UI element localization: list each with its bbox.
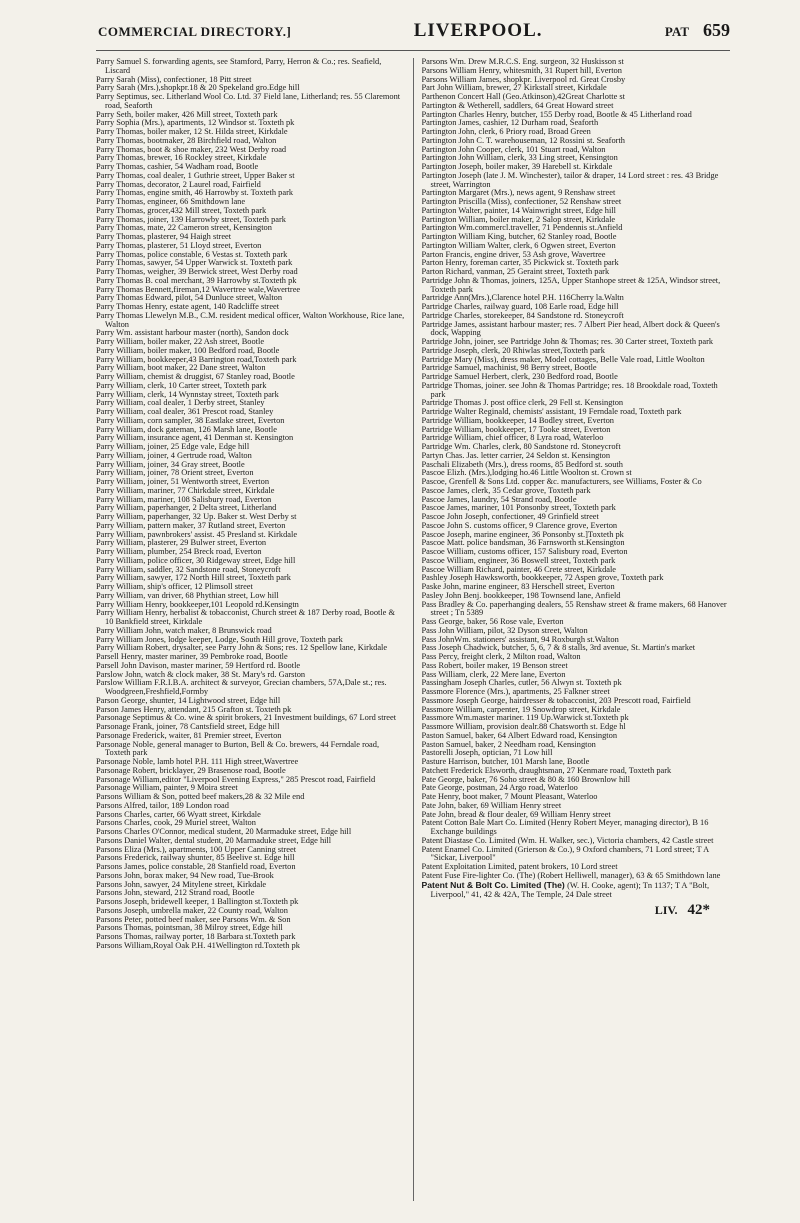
list-item: Parry William John, watch maker, 8 Brunswick road (96, 625, 272, 635)
list-item: Paschali Elizabeth (Mrs.), dress rooms, 85 Bedford st. south (421, 459, 623, 469)
list-item: Parry Thomas, boot & shoe maker, 232 West Derby road (96, 144, 287, 154)
list-item: Patent Cotton Bale Mart Co. Limited (Henry Robert Meyer, managing director), B 16 Exchange buildings (421, 818, 709, 836)
list-item: Pate John, baker, 69 William Henry street (421, 800, 562, 810)
list-item: Parslow William F.R.I.B.A. architect & surveyor, Grecian chambers, 57A,Dale st.; res. Woodgreen,Freshfield,Formby (96, 678, 387, 696)
list-item: Parry Thomas, police constable, 6 Vestas st. Toxteth park (96, 249, 288, 259)
list-item: Passmore Florence (Mrs.), apartments, 25 Falkner street (421, 687, 610, 696)
list-item: Parry William, police officer, 30 Ridgeway street, Edge hill (96, 555, 296, 565)
list-item: Parry William, paperhanger, 2 Delta street, Litherland (96, 503, 277, 513)
list-item: Parsons Peter, potted beef maker, see Parsons Wm. & Son (96, 914, 291, 924)
list-item: Parton Richard, vanman, 25 Geraint street, Toxteth park (421, 267, 610, 276)
list-item: Parsons John, sawyer, 24 Mitylene street, Kirkdale (96, 879, 267, 889)
list-item: Partridge Thomas, joiner. see John & Thomas Partridge; res. 18 Brookdale road, Toxteth park (421, 380, 718, 399)
left-column (96, 58, 405, 1201)
list-item: Parry William, pattern maker, 37 Rutland street, Everton (96, 520, 286, 530)
list-item: Parry Samuel S. forwarding agents, see Stamford, Parry, Herron & Co.; res. Seafield, Liscard (96, 58, 382, 75)
list-item: Parry William, mariner, 108 Salisbury road, Everton (96, 494, 272, 504)
list-item: Pass John William, pilot, 32 Dyson street, Walton (421, 625, 588, 635)
signature-mark (422, 902, 731, 919)
list-item: Patent Diastase Co. Limited (Wm. H. Walker, sec.), Victoria chambers, 42 Castle street (421, 835, 714, 845)
list-item: Parry Thomas, engineer, 66 Smithdown lane (96, 197, 246, 206)
list-item: Partridge William, bookkeeper, 14 Bodley street, Everton (421, 415, 614, 425)
list-item: Parry Thomas, grocer,432 Mill street, Toxteth park (96, 205, 267, 215)
list-item: Pate John, bread & flour dealer, 69 William Henry street (421, 809, 611, 819)
list-item: Parsonage Frank, joiner, 78 Cantsfield street, Edge hill (96, 722, 280, 731)
list-item: Pass JohnWm. stationers' assistant, 94 Roxburgh st.Walton (421, 634, 619, 644)
list-item: Parry William, mariner, 77 Chirkdale street, Kirkdale (96, 485, 275, 495)
list-item: Partridge Charles, railway guard, 108 Earle road, Edge hill (421, 302, 619, 311)
list-item: Parry William, coal dealer, 361 Prescot road, Stanley (96, 407, 274, 416)
list-item: Pass Robert, boiler maker, 19 Benson street (421, 660, 568, 670)
list-item: Parsons Daniel Walter, dental student, 20 Marmaduke street, Edge hill (96, 835, 332, 845)
list-item: Partridge Thomas J. post office clerk, 29 Fell st. Kensington (421, 398, 624, 408)
listing-columns (96, 58, 730, 1201)
list-item: Parry Thomas Henry, estate agent, 140 Radcliffe street (96, 302, 280, 311)
list-item: Parsons John, borax maker, 94 New road, Tue-Brook (96, 870, 274, 880)
list-item: Parry Sophia (Mrs.), apartments, 12 Windsor st. Toxteth pk (96, 118, 295, 128)
list-item: Parry William, pawnbrokers' assist. 45 Presland st. Kirkdale (96, 529, 298, 539)
list-item: Pass Percy, freight clerk, 2 Milton road, Walton (421, 652, 581, 661)
header-section-title: COMMERCIAL DIRECTORY.] (98, 24, 292, 39)
list-item: Parry Sarah (Miss), confectioner, 18 Pitt street (96, 74, 252, 84)
list-item: Parsonage Septimus & Co. wine & spirit brokers, 21 Investment buildings, 67 Lord street (96, 713, 397, 723)
list-item: Partridge Ann(Mrs.),Clarence hotel P.H. 116Cherry la.Waltn (421, 293, 624, 303)
list-item: Partridge Walter Reginald, chemists' assistant, 19 Ferndale road, Toxteth park (421, 407, 682, 416)
page-header (98, 20, 730, 48)
list-item: Parsons James, police constable, 28 Stanfield road, Everton (96, 862, 296, 871)
list-item: Parsons Joseph, bridewell keeper, 1 Ballington st.Toxteth pk (96, 897, 299, 906)
list-item: Parry William Henry, herbalist & tobacconist, Church street & 187 Derby road, Bootle & 10 Bankfield street, Kirkdale (96, 608, 395, 626)
bold-entry-detail: (W. H. Cooke, agent); Tn 1137; T A "Bolt, Liverpool," 41, 42 & 42A, The Temple, 24 Dale street (430, 880, 710, 900)
list-item: Pasture Harrison, butcher, 101 Marsh lane, Bootle (421, 757, 590, 766)
list-item: Passmore Joseph George, hairdresser & tobacconist, 203 Prescott road, Fairfield (421, 695, 691, 705)
header-rule (96, 50, 730, 51)
list-item: Parsons William & Son, potted beef makers,28 & 32 Mile end (96, 792, 305, 801)
list-item: Parsons William Henry, whitesmith, 31 Rupert hill, Everton (421, 65, 622, 75)
list-item: Parry William, bookkeeper,43 Barrington road,Toxteth park (96, 354, 297, 364)
list-item: Parry Thomas, plasterer, 51 Lloyd street, Everton (96, 240, 262, 250)
list-item: Parry William, saddler, 32 Sandstone road, Stoneycroft (96, 564, 281, 574)
list-item: Parry William, van driver, 68 Phythian street, Low hill (96, 590, 279, 600)
list-item: Parry Thomas, mate, 22 Cameron street, Kensington (96, 223, 272, 233)
list-item: Pascoe James, mariner, 101 Ponsonby street, Toxteth park (421, 503, 616, 513)
list-item: Pass Joseph Chadwick, butcher, 5, 6, 7 & 8 stalls, 3rd avenue, St. Martin's market (421, 643, 696, 653)
list-item: Pascoe William, engineer, 36 Boswell street, Toxteth park (421, 555, 616, 565)
list-item: Parry Seth, boiler maker, 426 Mill street, Toxteth park (96, 109, 278, 119)
list-item: Patent Exploitation Limited, patent brokers, 10 Lord street (421, 862, 618, 871)
list-item: Parry Thomas, decorator, 2 Laurel road, Fairfield (96, 179, 261, 189)
list-item: Parry William, boot maker, 22 Dane street, Walton (96, 363, 266, 373)
list-item: Passmore Wm.master mariner. 119 Up.Warwick st.Toxteth pk (421, 713, 629, 723)
list-item: Parry Thomas, brewer, 16 Rockley street, Kirkdale (96, 153, 267, 163)
list-item: Parslow John, watch & clock maker, 38 St. Mary's rd. Garston (96, 669, 306, 679)
list-item: Passmore William, provision dealr.88 Chatsworth st. Edge hl (421, 722, 626, 731)
list-item: Partridge Samuel, machinist, 98 Berry street, Bootle (421, 363, 597, 373)
list-item: Paston Samuel, baker, 64 Albert Edward road, Kensington (421, 730, 618, 740)
list-item: Parry William, clerk, 14 Wynnstay street, Toxteth park (96, 389, 279, 399)
list-item: Partridge Charles, storekeeper, 84 Sandstone rd. Stoneycroft (421, 310, 624, 320)
list-item: Parry William, chemist & druggist, 67 Stanley road, Bootle (96, 372, 295, 381)
list-item: Parry William, paperhanger, 32 Up. Baker st. West Derby st (96, 512, 297, 521)
list-item: Parry Thomas, boiler maker, 12 St. Hilda street, Kirkdale (96, 127, 288, 136)
list-item: Parry William, sawyer, 172 North Hill street, Toxteth park (96, 573, 291, 583)
list-item: Parsons Thomas, railway porter, 18 Barbara st.Toxteth park (96, 932, 296, 941)
list-item: Partridge Mary (Miss), dress maker, Model cottages, Belle Vale road, Little Woolton (421, 354, 705, 364)
list-item: Parsons Joseph, umbrella maker, 22 County road, Walton (96, 905, 288, 915)
list-item: Partridge William, chief officer, 8 Lyra road, Waterloo (421, 433, 604, 443)
list-item: Parsons Thomas, pointsman, 38 Milroy street, Edge hill (96, 923, 283, 933)
list-item: Parsons Charles, carter, 66 Wyatt street, Kirkdale (96, 809, 261, 819)
list-item: Pascoe James, clerk, 35 Cedar grove, Toxteth park (421, 485, 591, 495)
list-item: Partington John William, clerk, 33 Ling street, Kensington (421, 153, 618, 163)
list-item: Parsons Wm. Drew M.R.C.S. Eng. surgeon, 32 Huskisson st (421, 58, 624, 66)
signature-label: LIV. (654, 903, 678, 917)
page-number: 659 (703, 20, 730, 40)
list-item: Parry Thomas B. coal merchant, 39 Harrowby st.Toxteth pk (96, 275, 297, 285)
list-item: Parry Thomas, weigher, 39 Berwick street, West Derby road (96, 267, 298, 276)
list-item: Parry William, dock gateman, 126 Marsh lane, Bootle (96, 424, 277, 434)
list-item: Parry Thomas, cashier, 54 Wadham road, Bootle (96, 162, 259, 171)
list-item: Parsonage William, painter, 9 Moira street (96, 783, 238, 793)
list-item: Partington Joseph, boiler maker, 39 Harebell st. Kirkdale (421, 162, 613, 171)
list-item: Pascoe William, customs officer, 157 Salisbury road, Everton (421, 547, 628, 556)
list-item: Pass George, baker, 56 Rose vale, Everton (421, 617, 564, 626)
list-item: Parry William, ship's officer, 12 Plimsoll street (96, 582, 253, 591)
list-item: Pascoe John Joseph, confectioner, 49 Grinfield street (421, 512, 599, 521)
list-item: Parsonage Noble, general manager to Burton, Bell & Co. brewers, 44 Ferndale road, Toxteth park (96, 739, 380, 758)
list-item: Parry William, insurance agent, 41 Denman st. Kensington (96, 433, 294, 443)
list-item: Parry William, plasterer, 29 Bulwer street, Everton (96, 538, 267, 548)
list-item: Partridge John, joiner, see Partridge John & Thomas; res. 30 Carter street, Toxteth park (421, 337, 714, 346)
list-item: Parsons William James, shopkpr. Liverpool rd. Great Crosby (421, 74, 626, 84)
list-item: Parry William, corn sampler, 38 Eastlake street, Everton (96, 415, 285, 425)
list-item: Parry William Jones, lodge keeper, Lodge, South Hill grove, Toxteth park (96, 634, 343, 644)
list-item: Paske John, marine engineer, 83 Herschell street, Everton (421, 582, 615, 591)
list-item: Parson George, shunter, 14 Lightwood street, Edge hill (96, 695, 281, 705)
list-item: Pascoe, Grenfell & Sons Ltd. copper &c. manufacturers, see Williams, Foster & Co (421, 477, 702, 486)
list-item: Pass William, clerk, 22 Mere lane, Everton (421, 669, 566, 679)
list-item: Pasley John Benj. bookkeeper, 198 Townsend lane, Anfield (421, 590, 621, 600)
list-item: Partington John, clerk, 6 Priory road, Broad Green (421, 127, 591, 136)
list-item: Patchett Frederick Elsworth, draughtsman, 27 Kenmare road, Toxteth park (421, 765, 672, 775)
list-item: Partington Walter, painter, 14 Wainwright street, Edge hill (421, 205, 616, 215)
list-item: Pascoe Matt. police bandsman, 36 Farnsworth st.Kensington (421, 538, 625, 548)
list-item: Parry William Robert, drysalter, see Parry John & Sons; res. 12 Spellow lane, Kirkdale (96, 643, 388, 653)
header-right (665, 20, 730, 41)
list-item: Passingham Joseph Charles, cutler, 56 Alwyn st. Toxteth pk (421, 678, 622, 688)
list-item: Pascoe James, laundry, 54 Strand road, Bootle (421, 494, 577, 504)
list-item: Pastorelli Joseph, optician, 71 Low hill (421, 748, 553, 758)
list-item: Pate George, baker, 76 Soho street & 80 & 160 Brownlow hill (421, 774, 631, 784)
list-item: Partington Wm.commercl.traveller, 71 Pendennis st.Anfield (421, 223, 623, 233)
bold-entry-name: Patent Nut & Bolt Co. Limited (The) (421, 879, 565, 890)
list-item: Parson James Henry, attendant, 215 Grafton st. Toxteth pk (96, 704, 292, 714)
list-item: Parry Thomas, engine smith, 46 Harrowby st. Toxteth park (96, 188, 294, 198)
list-item: Parsonage Robert, bricklayer, 29 Brasenose road, Bootle (96, 765, 286, 775)
list-item: Pascoe Elizh. (Mrs.),lodging ho.46 Little Woolton st. Crown st (421, 468, 632, 478)
list-item: Parry Sarah (Mrs.),shopkpr.18 & 20 Spekeland gro.Edge hill (96, 83, 300, 93)
list-item: Parsonage Noble, lamb hotel P.H. 111 High street,Wavertree (96, 757, 299, 766)
list-item: Parsons Alfred, tailor, 189 London road (96, 800, 229, 810)
signature-number: 42* (687, 902, 710, 918)
list-item: Parsell Henry, master mariner, 39 Pembroke road, Bootle (96, 652, 288, 661)
list-item: Partington Joseph (late J. M. Winchester), tailor & draper, 14 Lord street : res. 43 Bridge street, Warrington (421, 170, 719, 189)
list-item: Parry William, boiler maker, 22 Ash street, Bootle (96, 337, 265, 346)
list-item: Parry Septimus, sec. Litherland Wool Co. Ltd. 37 Field lane, Litherland; res. 55 Claremont road, Seaforth (96, 92, 401, 110)
header-city: LIVERPOOL. (413, 20, 543, 41)
list-item: Parry William, joiner, 25 Edge vale, Edge hill (96, 442, 250, 451)
list-item: Parry Thomas, bootmaker, 28 Birchfield road, Walton (96, 135, 277, 145)
list-item: Parry William, joiner, 78 Orient street, Everton (96, 468, 254, 478)
list-item: Partington Margaret (Mrs.), news agent, 9 Renshaw street (421, 188, 616, 198)
list-item: Parry Thomas, coal dealer, 1 Guthrie street, Upper Baker st (96, 170, 295, 180)
list-item: Parton Francis, engine driver, 53 Ash grove, Wavertree (421, 249, 606, 259)
list-item: Partridge Joseph, clerk, 20 Rhiwlas street,Toxteth park (421, 345, 605, 355)
list-item: Parsons John, steward, 212 Strand road, Bootle (96, 888, 255, 898)
list-item: Part John William, brewer, 27 Kirkstall street, Kirkdale (421, 83, 607, 93)
list-item: Partington John C. T. warehouseman, 12 Rossini st. Seaforth (421, 135, 625, 145)
list-item: Partington Priscilla (Miss), confectioner, 52 Renshaw street (421, 197, 622, 206)
list-item: Partridge Wm. Charles, clerk, 80 Sandstone rd. Stoneycroft (421, 442, 621, 451)
list-item: Pate Henry, boot maker, 7 Mount Pleasant, Waterloo (421, 792, 598, 801)
list-item: Parry William, joiner, 34 Gray street, Bootle (96, 459, 245, 469)
list-item: Parry William, clerk, 10 Carter street, Toxteth park (96, 380, 267, 390)
list-item: Parsons Eliza (Mrs.), apartments, 100 Upper Canning street (96, 844, 297, 854)
list-item: Parsons Frederick, railway shunter, 85 Beelive st. Edge hill (96, 853, 295, 863)
list-item: Parsonage William,editor "Liverpool Evening Express," 285 Prescot road, Fairfield (96, 774, 376, 784)
right-column-list (422, 58, 731, 881)
list-item: Partington James, cashier, 12 Durham road, Seaforth (421, 118, 599, 128)
list-item: Patent Fuse Fire-lighter Co. (The) (Robert Helliwell, manager), 63 & 65 Smithdown lane (421, 870, 721, 880)
header-index-label: PAT (664, 24, 689, 39)
list-item: Pascoe Joseph, marine engineer, 36 Ponsonby st.]Toxteth pk (421, 529, 624, 539)
list-item: Pate George, postman, 24 Argo road, Waterloo (421, 783, 578, 793)
list-item: Parsell John Davison, master mariner, 59 Hertford rd. Bootle (96, 660, 301, 670)
list-item: Parry William, joiner, 51 Wentworth street, Everton (96, 477, 270, 486)
list-item: Partington William Walter, clerk, 6 Ogwen street, Everton (421, 240, 616, 250)
list-item: Pascoe William Richard, painter, 46 Crete street, Kirkdale (421, 564, 617, 574)
list-item: Partridge William, bookkeeper, 17 Tooke street, Everton (421, 424, 611, 434)
list-item: Partington William, boiler maker, 2 Salop street, Kirkdale (421, 214, 616, 224)
list-item: Parry William, boiler maker, 100 Bedford road, Bootle (96, 345, 280, 355)
list-item: Passmore William, carpenter, 19 Snowdrop street, Kirkdale (421, 704, 621, 714)
list-item: Parsonage Frederick, waiter, 81 Premier street, Everton (96, 730, 282, 740)
list-item: Parry Thomas Bennett,fireman,12 Wavertree wale,Wavertree (96, 284, 301, 294)
list-item: Parry William, plumber, 254 Breck road, Everton (96, 547, 262, 556)
list-item: Pascoe John S. customs officer, 9 Clarence grove, Everton (421, 520, 618, 530)
list-item: Pass Bradley & Co. paperhanging dealers, 55 Renshaw street & frame makers, 68 Hanover street ; Tn 5389 (421, 599, 727, 618)
list-item: Parry Thomas Llewelyn M.B., C.M. resident medical officer, Walton Workhouse, Rice lane, Walton (96, 310, 405, 329)
list-item: Parry Thomas, sawyer, 54 Upper Warwick st. Toxteth park (96, 258, 293, 268)
list-item-bold (422, 881, 731, 901)
list-item: Partington Charles Henry, butcher, 155 Derby road, Bootle & 45 Litherland road (421, 109, 692, 119)
list-item: Partington John Cooper, clerk, 101 Stuart road, Walton (421, 144, 606, 154)
list-item: Pashley Joseph Hawksworth, bookkeeper, 72 Aspen grove, Toxteth park (421, 573, 664, 583)
list-item: Parry William Henry, bookkeeper,101 Leopold rd.Kensingtn (96, 599, 299, 609)
list-item: Parton Henry, foreman carter, 35 Pickwick st. Toxteth park (421, 258, 619, 268)
list-item: Paston Samuel, baker, 2 Needham road, Kensington (421, 739, 596, 749)
list-item: Partridge John & Thomas, joiners, 125A, Upper Stanhope street & 125A, Windsor street, Toxteth park (421, 275, 721, 294)
list-item: Parry Thomas Edward, pilot, 54 Dunluce street, Walton (96, 293, 283, 303)
list-item: Parry Wm. assistant harbour master (north), Sandon dock (96, 328, 289, 338)
list-item: Patent Enamel Co. Limited (Grierson & Co.), 9 Oxford chambers, 71 Lord street; T A "Sickar, Liverpool" (421, 844, 709, 863)
list-item: Partridge Samuel Herbert, clerk, 230 Bedford road, Bootle (421, 372, 618, 381)
list-item: Partington & Wetherell, saddlers, 64 Great Howard street (421, 100, 614, 110)
list-item: Parthenon Concert Hall (Geo.Atkinson),42Great Charlotte st (421, 92, 626, 101)
list-item: Parry Thomas, plasterer, 94 Haigh street (96, 232, 232, 241)
list-item: Partyn Chas. Jas. letter carrier, 24 Seldon st. Kensington (421, 450, 611, 460)
list-item: Parry William, joiner, 4 Gertrude road, Walton (96, 450, 252, 460)
right-column (422, 58, 731, 1201)
list-item: Parry William, coal dealer, 1 Derby street, Stanley (96, 398, 265, 408)
list-item: Parry Thomas, joiner, 139 Harrowby street, Toxteth park (96, 214, 286, 224)
list-item: Parsons William,Royal Oak P.H. 41Wellington rd.Toxteth pk (96, 940, 300, 950)
list-item: Partridge James, assistant harbour master; res. 7 Albert Pier head, Albert dock & Queen's dock, Wapping (421, 319, 720, 338)
column-divider (413, 58, 414, 1201)
list-item: Parsons Charles O'Connor, medical student, 20 Marmaduke street, Edge hill (96, 827, 352, 836)
list-item: Partington William King, butcher, 62 Stanley road, Bootle (421, 232, 617, 241)
list-item: Parsons Charles, cook, 29 Muriel street, Walton (96, 818, 256, 828)
